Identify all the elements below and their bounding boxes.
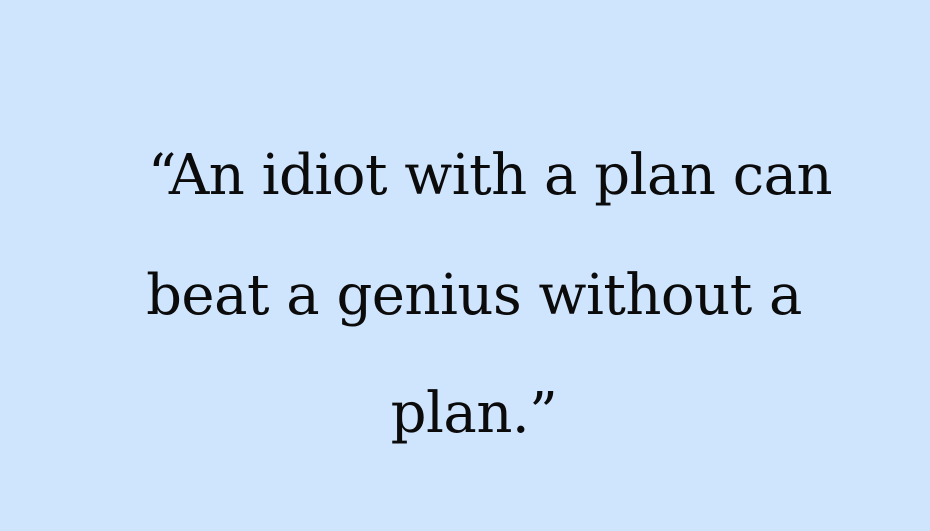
quote-line-3: plan.”	[390, 381, 558, 446]
quote-line-1: “An idiot with a plan can	[147, 143, 833, 208]
quote-line-2: beat a genius without a	[146, 263, 802, 328]
